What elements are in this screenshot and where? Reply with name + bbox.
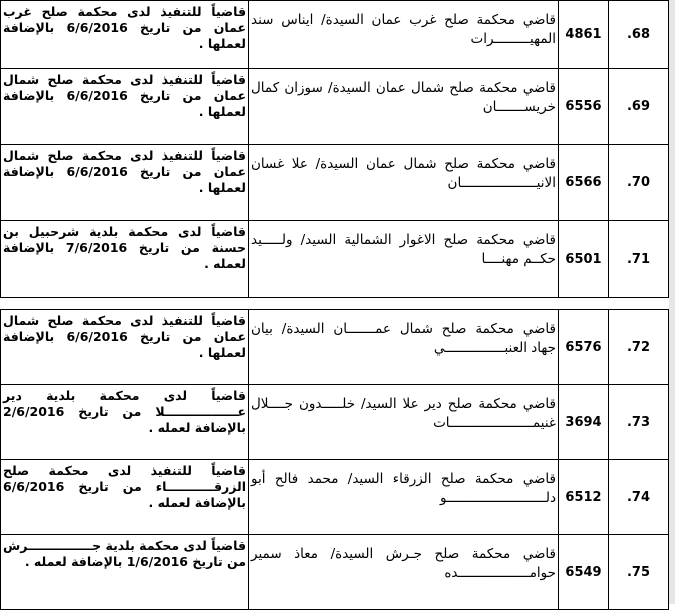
appointments-table-part-1 [0, 0, 669, 298]
appointments-table-part-2 [0, 309, 669, 610]
code-cell: 6576 [559, 310, 609, 385]
judge-cell: قاضي محكمة صلح جـرش السيدة/ معاذ سمير حوامــــــــــــــــــده [249, 535, 559, 610]
code-cell: 6556 [559, 69, 609, 145]
judge-cell: قاضي محكمة صلح غرب عمان السيدة/ ايناس سند المهيـــــــــرات [249, 1, 559, 69]
row-number-cell: .70 [609, 145, 669, 221]
judge-cell: قاضي محكمة صلح الاغوار الشمالية السيد/ ولـــــيد حكــم مهنــــا [249, 221, 559, 298]
row-number-cell: .68 [609, 1, 669, 69]
judge-cell: قاضي محكمة صلح الزرقاء السيد/ محمد فالح أبو دلـــــــــــــــــــــــــو [249, 460, 559, 535]
assignment-cell: قاضياً لدى محكمة بلدية دير عـــــــــــــــــلا من تاريخ 2/6/2016 بالإضافة لعمله . [1, 385, 249, 460]
judge-cell: قاضي محكمة صلح شمال عمان السيدة/ علا غسان الانيـــــــــــــــــــان [249, 145, 559, 221]
judge-cell: قاضي محكمة صلح شمال عمـــــــان السيدة/ بيان جهاد العنبـــــــــــــــي [249, 310, 559, 385]
assignment-cell: قاضياً للتنفيذ لدى محكمة صلح شمال عمان من تاريخ 6/6/2016 بالإضافة لعملها . [1, 145, 249, 221]
code-cell: 4861 [559, 1, 609, 69]
page-break [0, 298, 675, 308]
assignment-cell: قاضياً للتنفيذ لدى محكمة صلح شمال عمان من تاريخ 6/6/2016 بالإضافة لعملها . [1, 310, 249, 385]
row-number-cell: .75 [609, 535, 669, 610]
table-row [1, 310, 669, 385]
row-number-cell: .69 [609, 69, 669, 145]
row-number-cell: .72 [609, 310, 669, 385]
table-row [1, 145, 669, 221]
code-cell: 6501 [559, 221, 609, 298]
table-row [1, 385, 669, 460]
code-cell: 6512 [559, 460, 609, 535]
code-cell: 3694 [559, 385, 609, 460]
table-row [1, 69, 669, 145]
judge-cell: قاضي محكمة صلح دير علا السيد/ خلـــــدون جــــلال غنيمـــــــــــــــــــــات [249, 385, 559, 460]
judge-cell: قاضي محكمة صلح شمال عمان السيدة/ سوزان كمال خريســـــــان [249, 69, 559, 145]
code-cell: 6549 [559, 535, 609, 610]
assignment-cell: قاضياً لدى محكمة بلدية شرحبيل بن حسنة من تاريخ 7/6/2016 بالإضافة لعمله . [1, 221, 249, 298]
assignment-cell: قاضياً للتنفيذ لدى محكمة صلح غرب عمان من تاريخ 6/6/2016 بالإضافة لعملها . [1, 1, 249, 69]
row-number-cell: .71 [609, 221, 669, 298]
table-row [1, 535, 669, 610]
assignment-cell: قاضياً للتنفيذ لدى محكمة صلح الزرقـــــــــــاء من تاريخ 6/6/2016 بالإضافة لعمله . [1, 460, 249, 535]
table-row [1, 1, 669, 69]
code-cell: 6566 [559, 145, 609, 221]
row-number-cell: .74 [609, 460, 669, 535]
table-row [1, 460, 669, 535]
assignment-cell: قاضياً لدى محكمة بلدية جـــــــــــــــرش من تاريخ 1/6/2016 بالإضافة لعمله . [1, 535, 249, 610]
table-row [1, 221, 669, 298]
page-edge-shadow [669, 0, 675, 604]
assignment-cell: قاضياً للتنفيذ لدى محكمة صلح شمال عمان من تاريخ 6/6/2016 بالإضافة لعملها . [1, 69, 249, 145]
row-number-cell: .73 [609, 385, 669, 460]
